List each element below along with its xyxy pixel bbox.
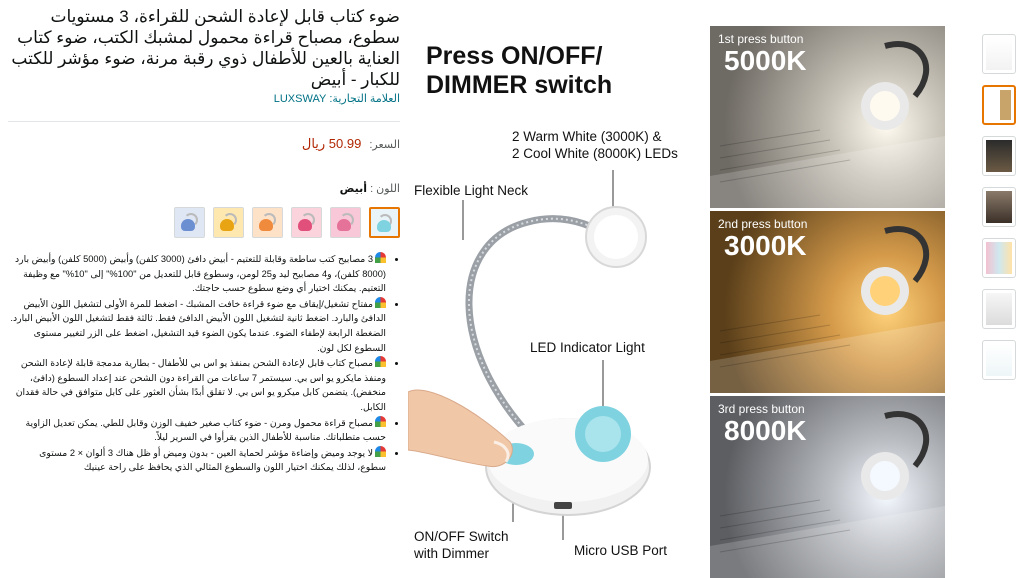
color-temp-label: 3000K	[724, 230, 807, 261]
main-product-image[interactable]	[408, 22, 963, 578]
thumbnail-image	[986, 140, 1012, 172]
rainbow-icon	[375, 446, 386, 457]
usb-label: Micro USB Port	[574, 543, 668, 558]
color-temp-label: 5000K	[724, 45, 807, 76]
brightness-panel	[710, 211, 945, 393]
thumbnail-image	[986, 344, 1012, 376]
neck-texture	[469, 219, 598, 442]
thumbnail-image	[986, 293, 1012, 325]
lamp-diagram	[408, 22, 708, 578]
price-value: 50.99 ريال	[301, 136, 362, 151]
color-swatch[interactable]	[213, 207, 244, 238]
thumbnail-image	[986, 191, 1012, 223]
color-row	[8, 182, 400, 195]
lamp-illustration	[408, 22, 708, 578]
brightness-panel	[710, 396, 945, 578]
thumbnail-hand[interactable]	[982, 187, 1016, 227]
color-swatches	[8, 207, 400, 238]
lamp-glow	[870, 461, 900, 491]
swatch-lamp-icon	[181, 219, 195, 231]
rainbow-icon	[375, 252, 386, 263]
leds-label-line-1: 2 Warm White (3000K) &	[512, 129, 662, 144]
feature-bullet-text: مصباح قراءة محمول ومرن - ضوء كتاب صغير خفيف الوزن وقابل للطي. يمكن تعديل الزاوية حسب متطلباتك. مناسبة للأطفال الذين يقرأوا في السرير ليلاً.	[25, 417, 386, 443]
brightness-panel	[710, 26, 945, 208]
swatch-lamp-icon	[259, 219, 273, 231]
feature-bullet-text: مفتاح تشغيل/إيقاف مع ضوء قراءة خافت المشبك - اضغط للمرة الأولى لتشغيل اللون الأبيض الدافئ والبارد. اضغط ثانية لتشغيل اللون الأبيض الدافئ فقط. ثالثة فقط لتشغيل اللون الأبيض البارد. الضغطة الرابعة لإطفاء الضوء. عندما يكون الضوء قيد التشغيل، اضغط على الزر لتغيير مستوى السطوع لكل لون.	[10, 298, 386, 353]
headline-line-1: Press ON/OFF/	[426, 42, 603, 70]
thumbnail-image	[987, 90, 1011, 120]
feature-bullet-text: 3 مصابيح كتب ساطعة وقابلة للتعتيم - أبيض دافئ (3000 كلفن) وأبيض (5000 كلفن) وأبيض بارد (8000 كلفن)، و4 مصابيح ليد و25 لومن، وسطوع قابل للتعديل من "100%" إلى "10%" مع وظيفة التعتيم. يمكنك اختيار أي وضع سطوع حسب حاجتك.	[15, 254, 386, 294]
color-temp-label: 8000K	[724, 415, 807, 446]
swatch-lamp-icon	[337, 219, 351, 231]
brand-link[interactable]: العلامة التجارية: LUXSWAY	[273, 93, 400, 105]
color-swatch[interactable]	[330, 207, 361, 238]
lamp-head-lens	[594, 215, 638, 259]
thumbnail-lamp-small[interactable]	[982, 340, 1016, 380]
usb-port	[554, 502, 572, 509]
color-label: اللون :	[370, 183, 400, 195]
flexible-neck	[469, 219, 598, 442]
press-label: 3rd press button	[718, 402, 805, 416]
price-row	[8, 136, 400, 152]
switch-label-line-1: ON/OFF Switch	[414, 529, 509, 544]
thumbnail-accessories[interactable]	[982, 289, 1016, 329]
feature-bullet	[8, 356, 386, 414]
feature-bullet	[8, 252, 386, 296]
feature-bullet-text: مصباح كتاب قابل لإعادة الشحن بمنفذ يو اس بي للأطفال - بطارية مدمجة قابلة لإعادة الشحن ومنفذ مايكرو يو اس بي. سيستمر 7 ساعات من القراءة دون الشحن عند إعداد السطوع (دافئ، منخفض). يتضمن كابل ميكرو يو اس بي. لا تقلق أبدًا بشأن العثور على كابل متوافق في حالة فقدان الكابل.	[15, 358, 386, 412]
color-swatch[interactable]	[369, 207, 400, 238]
swatch-lamp-icon	[220, 219, 234, 231]
thumbnail-dark-book[interactable]	[982, 136, 1016, 176]
feature-bullet	[8, 297, 386, 355]
color-swatch[interactable]	[291, 207, 322, 238]
thumbnail-image	[986, 38, 1012, 70]
switch-label-line-2: with Dimmer	[414, 546, 490, 561]
image-thumbnails	[982, 34, 1016, 391]
feature-bullets	[8, 252, 400, 475]
lamp-glow	[870, 91, 900, 121]
thumbnail-diagram[interactable]	[982, 85, 1016, 125]
thumbnail-image	[986, 242, 1012, 274]
divider	[8, 121, 400, 122]
color-value: أبيض	[339, 183, 367, 195]
feature-bullet	[8, 446, 386, 475]
product-title: ضوء كتاب قابل لإعادة الشحن للقراءة، 3 مستويات سطوع، مصباح قراءة محمول لمشبك الكتب، ضوء كتاب العناية بالعين للأطفال ذوي رقبة مرنة، ضوء مؤشر للكتب للكبار - أبيض	[11, 7, 400, 89]
product-info	[8, 6, 400, 476]
book-page	[710, 506, 945, 578]
color-swatch[interactable]	[252, 207, 283, 238]
price-label: السعر:	[369, 139, 400, 151]
neck-label: Flexible Light Neck	[414, 183, 529, 198]
color-swatch[interactable]	[174, 207, 205, 238]
brightness-panels	[710, 26, 945, 578]
feature-bullet	[8, 416, 386, 445]
rainbow-icon	[375, 416, 386, 427]
headline-line-2: DIMMER switch	[426, 71, 613, 99]
indicator-label: LED Indicator Light	[530, 340, 645, 355]
finger	[408, 390, 512, 467]
feature-bullet-text: لا يوجد وميض وإضاءة مؤشر لحماية العين - بدون وميض أو ظل هناك 3 ألوان × 2 مستوى سطوع، لذلك يمكنك اختيار اللون والسطوع المثالي الذي يحافظ على راحة عينيك	[39, 447, 386, 473]
press-label: 1st press button	[718, 32, 804, 46]
thumbnail-lamp[interactable]	[982, 34, 1016, 74]
book-page	[710, 321, 945, 393]
leds-label-line-2: 2 Cool White (8000K) LEDs	[512, 146, 678, 161]
rainbow-icon	[375, 356, 386, 367]
rainbow-icon	[375, 297, 386, 308]
lamp-glow	[870, 276, 900, 306]
indicator-light-inner	[585, 416, 621, 452]
book-page	[710, 136, 945, 208]
thumbnail-colors[interactable]	[982, 238, 1016, 278]
press-label: 2nd press button	[718, 217, 808, 231]
swatch-lamp-icon	[298, 219, 312, 231]
swatch-lamp-icon	[377, 220, 391, 232]
